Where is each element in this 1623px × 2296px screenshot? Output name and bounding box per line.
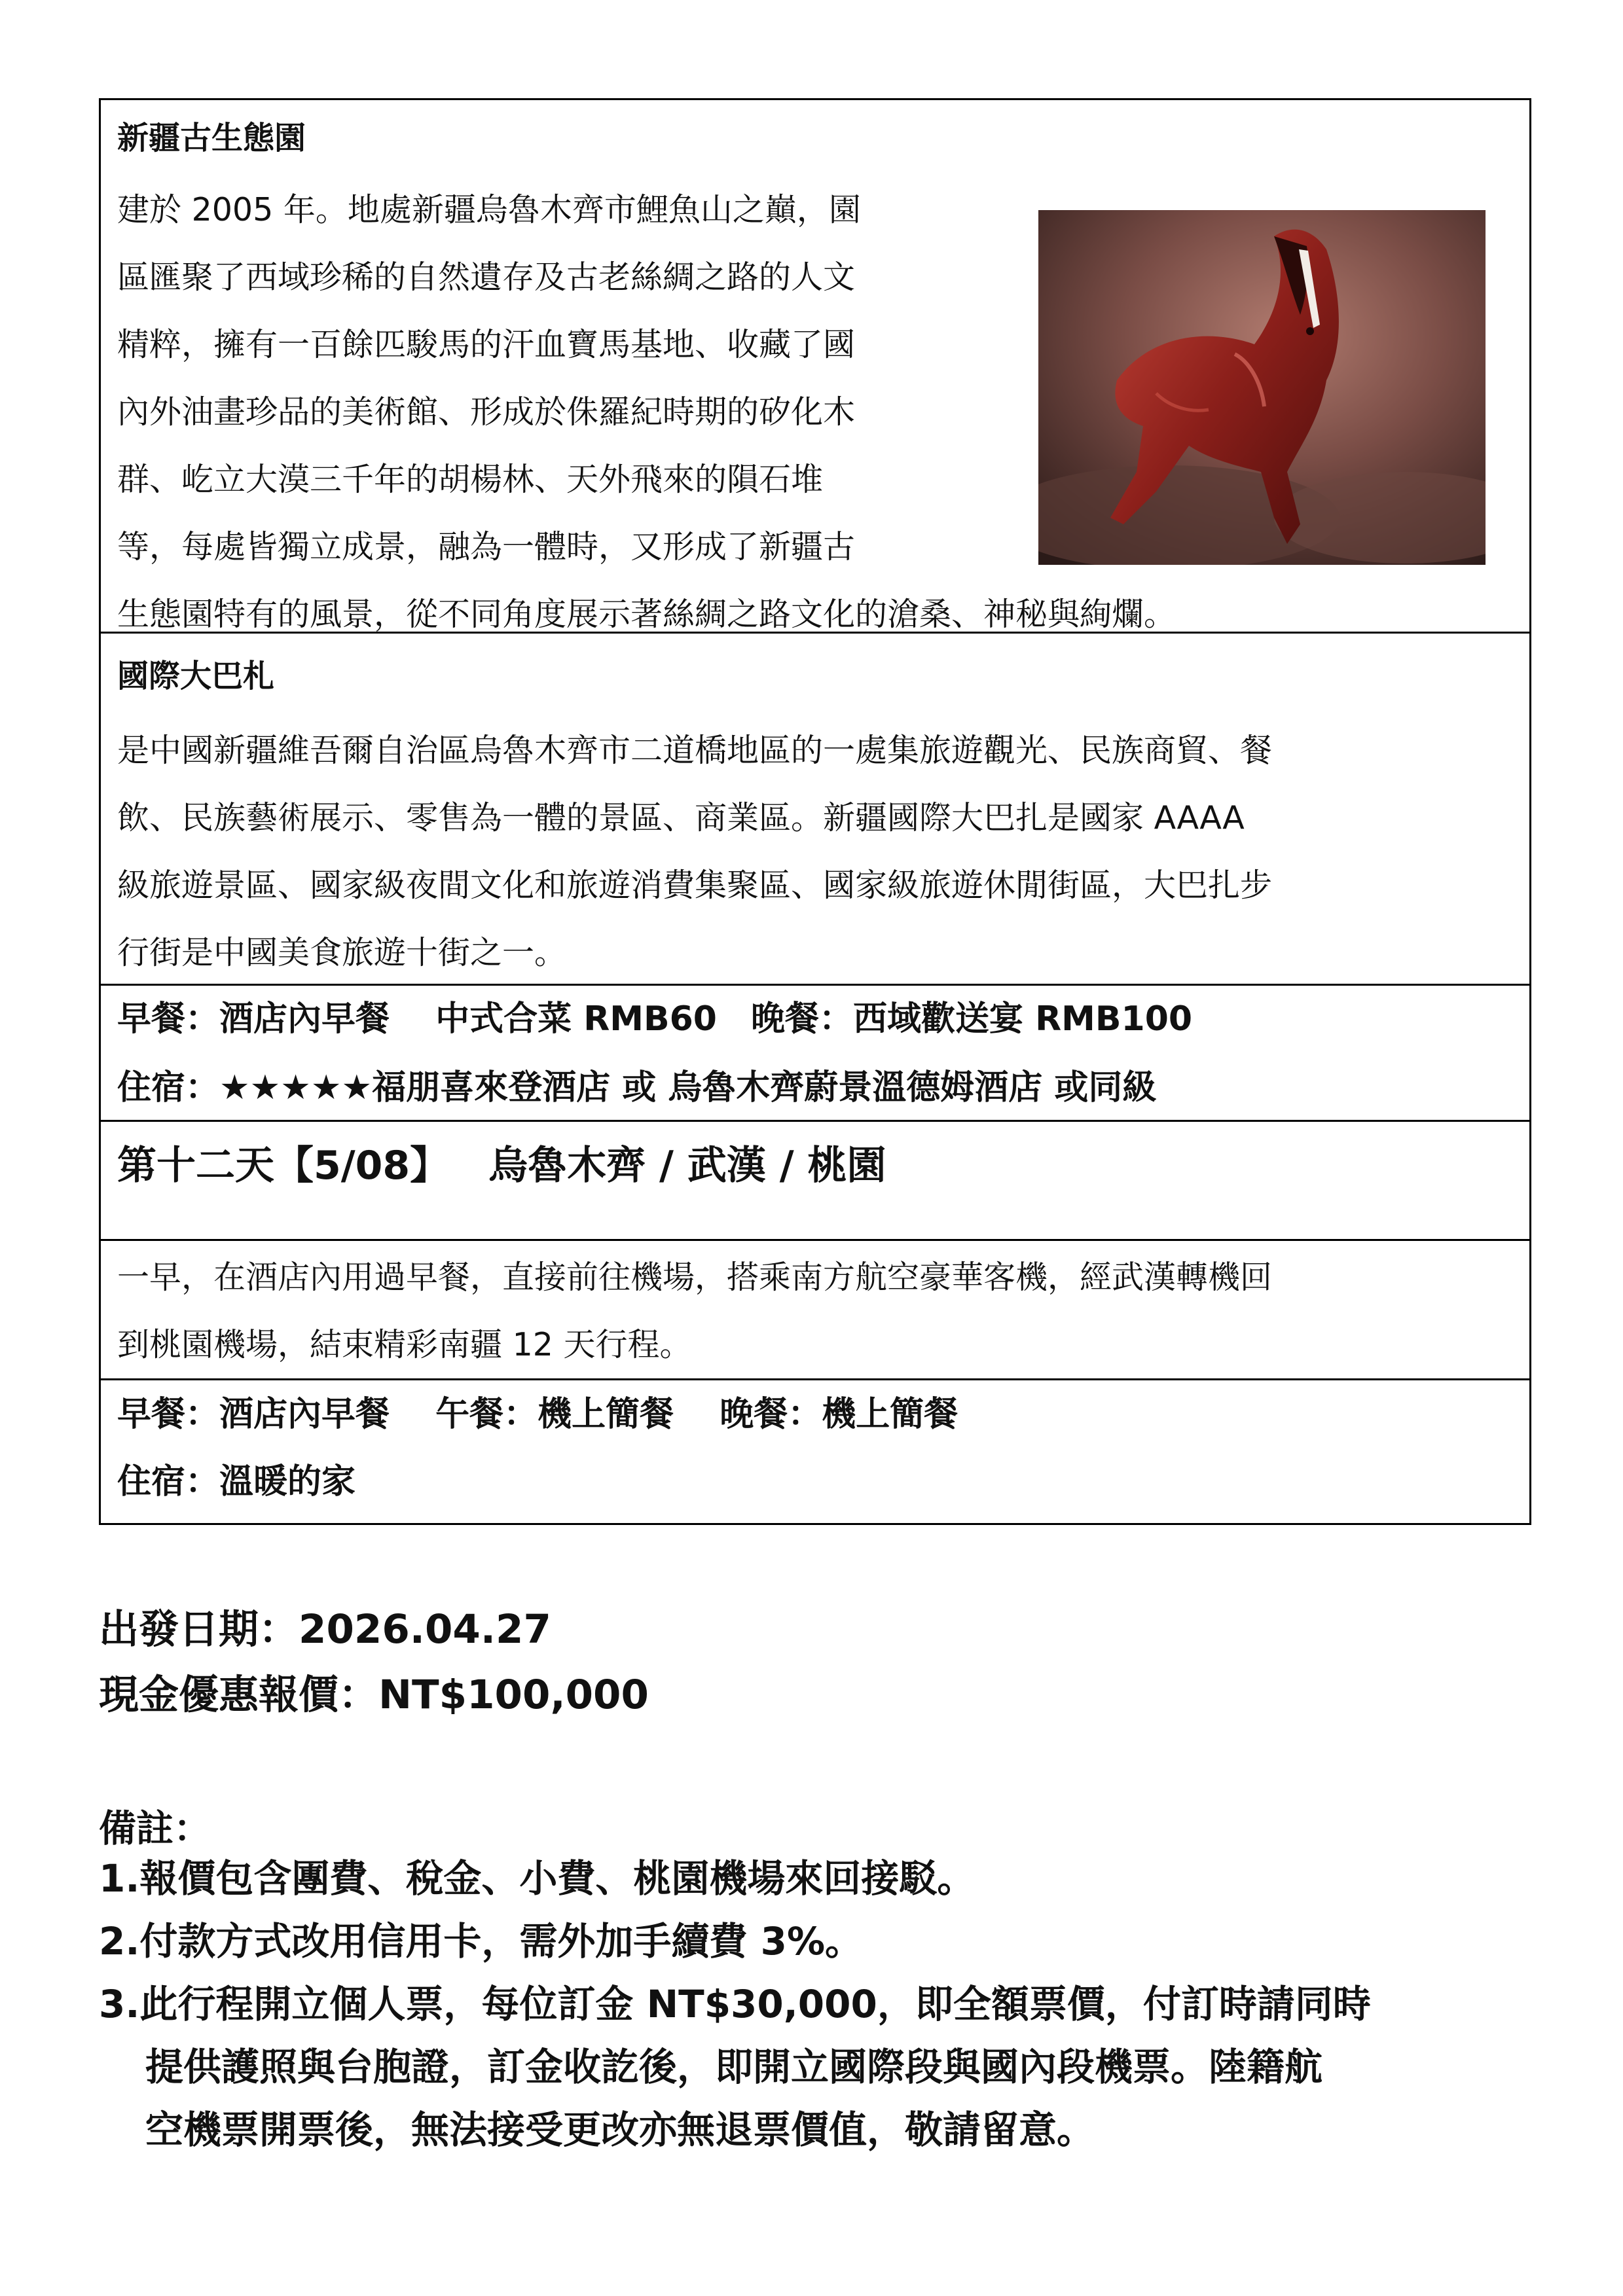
paragraph-line: 建於 2005 年。地處新疆烏魯木齊市鯉魚山之巔，園: [117, 191, 861, 228]
notes-label: 備註：: [99, 1807, 211, 1850]
meals-line: 早餐：酒店內早餐 中式合菜 RMB60 晚餐：西域歡送宴 RMB100: [117, 999, 1193, 1039]
section-title: 新疆古生態園: [117, 120, 306, 156]
paragraph-line: 生態園特有的風景，從不同角度展示著絲綢之路文化的滄桑、神秘與絢爛。: [117, 596, 1176, 633]
lodging-line: 住宿：溫暖的家: [117, 1462, 356, 1501]
paragraph-line: 區匯聚了西域珍稀的自然遺存及古老絲綢之路的人文: [117, 259, 856, 296]
paragraph-line: 是中國新疆維吾爾自治區烏魯木齊市二道橋地區的一處集旅遊觀光、民族商貿、餐: [117, 732, 1273, 769]
day-12-heading: [117, 1139, 886, 1192]
paragraph-line: 行街是中國美食旅遊十街之一。: [117, 934, 567, 971]
lodging-line: 住宿：★★★★★福朋喜來登酒店 或 烏魯木齊蔚景溫德姆酒店 或同級: [117, 1068, 1157, 1107]
row-divider: [101, 984, 1529, 986]
row-divider: [101, 632, 1529, 634]
paragraph-line: 群、屹立大漠三千年的胡楊林、天外飛來的隕石堆: [117, 461, 824, 498]
paragraph-line: 級旅遊景區、國家級夜間文化和旅遊消費集聚區、國家級旅遊休閒街區，大巴扎步: [117, 867, 1273, 904]
note-item: 2.付款方式改用信用卡，需外加手續費 3%。: [99, 1919, 864, 1964]
paragraph-line: 等，每處皆獨立成景，融為一體時，又形成了新疆古: [117, 528, 856, 565]
paragraph-line: 內外油畫珍品的美術館、形成於侏羅紀時期的矽化木: [117, 393, 856, 431]
departure-date: 出發日期：2026.04.27: [99, 1606, 551, 1653]
price-quote: 現金優惠報價：NT$100,000: [99, 1672, 649, 1718]
day-12-route: 烏魯木齊 / 武漢 / 桃園: [488, 1143, 886, 1189]
row-divider: [101, 1378, 1529, 1380]
meals-line: 早餐：酒店內早餐 午餐：機上簡餐 晚餐：機上簡餐: [117, 1395, 958, 1434]
day-12-title: 第十二天【5/08】: [117, 1143, 450, 1189]
row-divider: [101, 1120, 1529, 1122]
horse-painting-image: [1038, 210, 1486, 565]
paragraph-line: 到桃園機場，結束精彩南疆 12 天行程。: [117, 1326, 692, 1363]
note-item: 3.此行程開立個人票，每位訂金 NT$30,000，即全額票價，付訂時請同時: [99, 1982, 1371, 2026]
paragraph-line: 一早，在酒店內用過早餐，直接前往機場，搭乘南方航空豪華客機，經武漢轉機回: [117, 1259, 1273, 1296]
note-continuation: 提供護照與台胞證，訂金收訖後，即開立國際段與國內段機票。陸籍航: [145, 2045, 1323, 2089]
note-continuation: 空機票開票後，無法接受更改亦無退票價值，敬請留意。: [145, 2108, 1095, 2152]
paragraph-line: 精粹，擁有一百餘匹駿馬的汗血寶馬基地、收藏了國: [117, 326, 856, 363]
section-title: 國際大巴札: [117, 658, 275, 694]
itinerary-table: [99, 98, 1531, 1525]
note-item: 1.報價包含團費、稅金、小費、桃園機場來回接駁。: [99, 1856, 976, 1901]
paragraph-line: 飲、民族藝術展示、零售為一體的景區、商業區。新疆國際大巴扎是國家 AAAA: [117, 799, 1245, 836]
row-divider: [101, 1239, 1529, 1241]
